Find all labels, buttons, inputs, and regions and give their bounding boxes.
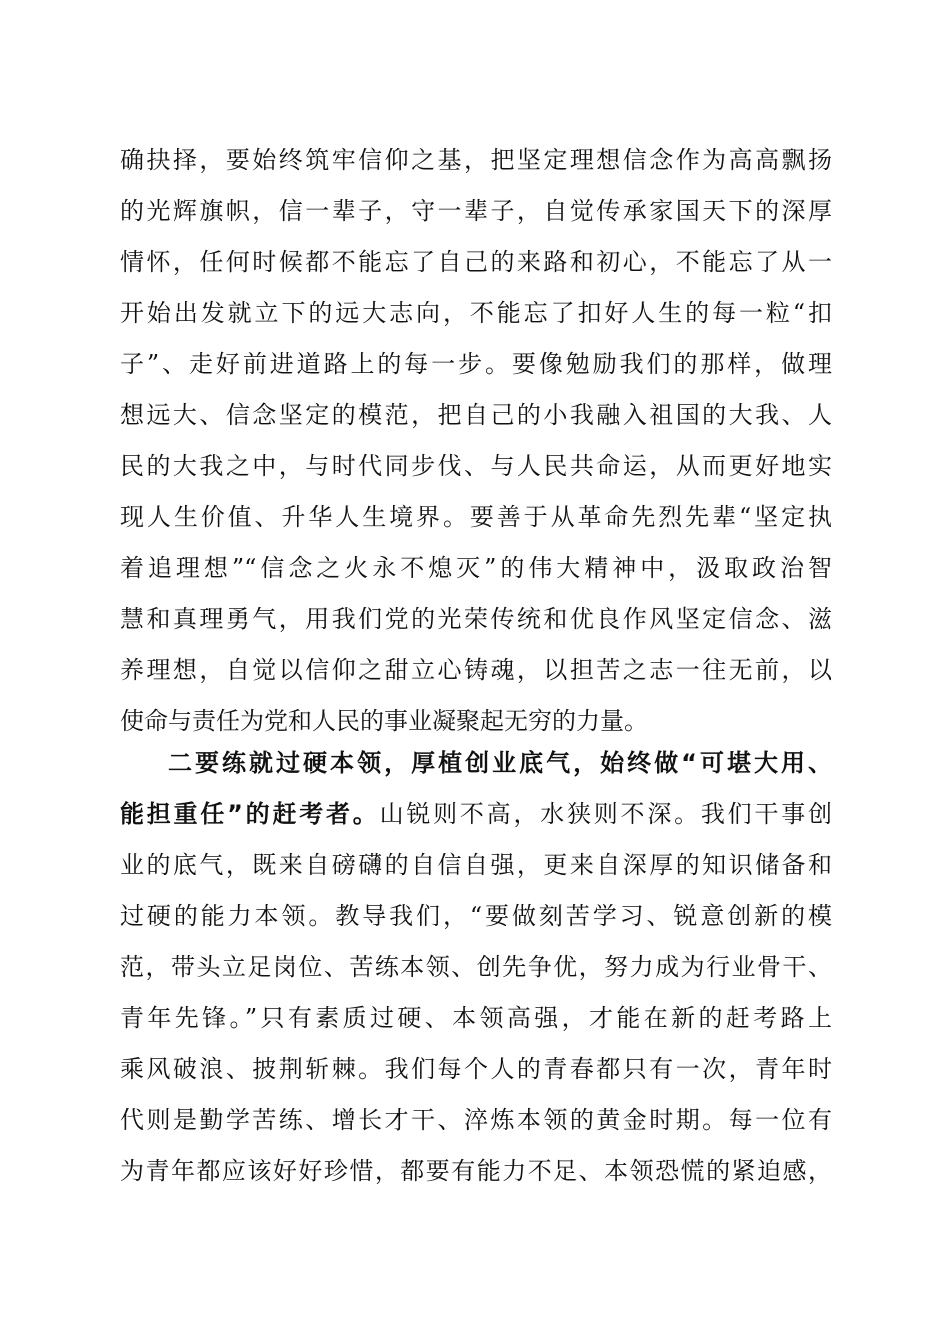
paragraph-line: 范，带头立足岗位、苦练本领、创先争优，努力成为行业骨干、: [120, 953, 832, 981]
paragraph-line: 开始出发就立下的远大志向，不能忘了扣好人生的每一粒“扣: [120, 299, 832, 327]
paragraph-line: 养理想，自觉以信仰之甜立心铸魂，以担苦之志一往无前，以: [120, 656, 832, 684]
section-heading-end: 能担重任”的赶考者。: [120, 800, 380, 828]
paragraph-line: 着追理想”“信念之火永不熄灭”的伟大精神中，汲取政治智: [120, 554, 832, 582]
paragraph-line: 过硬的能力本领。教导我们，“要做刻苦学习、锐意创新的模: [120, 902, 832, 930]
paragraph-line: 民的大我之中，与时代同步伐、与人民共命运，从而更好地实: [120, 452, 832, 480]
paragraph-line: 青年先锋。”只有素质过硬、本领高强，才能在新的赶考路上: [120, 1004, 832, 1032]
paragraph-line: 业的底气，既来自磅礴的自信自强，更来自深厚的知识储备和: [120, 851, 832, 879]
paragraph-text: 山锐则不高，水狭则不深。我们干事创: [379, 800, 833, 828]
paragraph-line-mixed: [120, 789, 832, 839]
paragraph-line: 想远大、信念坚定的模范，把自己的小我融入祖国的大我、人: [120, 401, 832, 429]
paragraph-line: 的光辉旗帜，信一辈子，守一辈子，自觉传承家国天下的深厚: [120, 197, 832, 225]
paragraph-line: 情怀，任何时候都不能忘了自己的来路和初心，不能忘了从一: [120, 248, 832, 276]
paragraph-line: 现人生价值、升华人生境界。要善于从革命先烈先辈“坚定执: [120, 503, 832, 531]
paragraph-line: 为青年都应该好好珍惜，都要有能力不足、本领恐慌的紧迫感，: [120, 1157, 832, 1185]
paragraph-line: 子”、走好前进道路上的每一步。要像勉励我们的那样，做理: [120, 350, 832, 378]
paragraph-line: 慧和真理勇气，用我们党的光荣传统和优良作风坚定信念、滋: [120, 605, 832, 633]
paragraph-line: 乘风破浪、披荆斩棘。我们每个人的青春都只有一次，青年时: [120, 1055, 832, 1083]
paragraph-line: 代则是勤学苦练、增长才干、淬炼本领的黄金时期。每一位有: [120, 1106, 832, 1134]
section-heading: 二要练就过硬本领，厚植创业底气，始终做“可堪大用、: [168, 749, 832, 777]
paragraph-line: 确抉择，要始终筑牢信仰之基，把坚定理想信念作为高高飘扬: [120, 146, 832, 174]
paragraph-line: 使命与责任为党和人民的事业凝聚起无穷的力量。: [120, 707, 648, 735]
